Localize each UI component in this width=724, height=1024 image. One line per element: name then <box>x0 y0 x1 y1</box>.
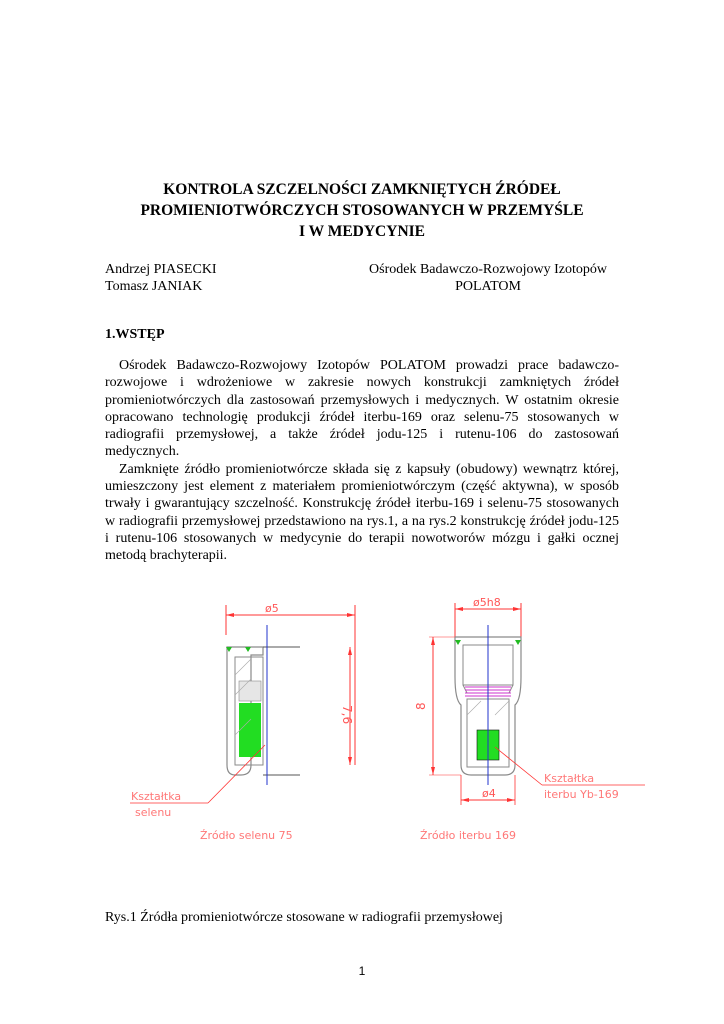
callout-label: Kształtka <box>544 772 595 785</box>
selenium-source-drawing <box>130 602 355 842</box>
paragraph: Ośrodek Badawczo-Rozwojowy Izotopów POLATOM prowadzi prace badawczo-rozwojowe i wdrożeniowe w zakresie nowych konstrukcji zamkniętych źródeł promieniotwórczych dla zastosowań przemysłowych i medycznych. W ostatnim okresie opracowano technologię produkcji źródeł iterbu-169 oraz selenu-75 stosowanych w radiografii przemysłowej, a także źródeł jodu-125 i rutenu-106 do zastosowań medycznych. <box>105 358 619 460</box>
author-affiliation: POLATOM <box>455 279 521 294</box>
dimension-label: 8 <box>414 702 428 710</box>
figure-caption: Rys.1 Źródła promieniotwórcze stosowane w radiografii przemysłowej <box>105 910 503 925</box>
author-row <box>105 261 625 278</box>
author-name: Andrzej PIASECKI <box>105 262 217 277</box>
callout-label: iterbu Yb-169 <box>544 788 619 801</box>
dimension-label: ø5 <box>265 602 279 615</box>
callout-label: selenu <box>135 806 172 819</box>
title-line-2: PROMIENIOTWÓRCZYCH STOSOWANYCH W PRZEMYŚLE <box>140 202 584 219</box>
title-line-1: KONTROLA SZCZELNOŚCI ZAMKNIĘTYCH ŹRÓDEŁ <box>163 181 561 198</box>
dimension-label: ø4 <box>482 787 496 800</box>
technical-drawing <box>95 585 675 850</box>
title-line-3: I W MEDYCYNIE <box>298 223 426 240</box>
drawing-label: Źródło iterbu 169 <box>420 829 516 842</box>
dimension-label: 7,6 <box>340 705 354 725</box>
drawing-label: Źródło selenu 75 <box>200 829 293 842</box>
author-affiliation: Ośrodek Badawczo-Rozwojowy Izotopów <box>369 262 607 277</box>
ytterbium-source-drawing <box>414 596 645 842</box>
section-heading: 1.WSTĘP <box>105 327 165 342</box>
paragraph: Zamknięte źródło promieniotwórcze składa się z kapsuły (obudowy) wewnątrz której, umieszczony jest element z materiałem promieniotwórczym (część aktywna), w sposób trwały i gwarantujący szczelność. Konstrukcję źródeł iterbu-169 i selenu-75 stosowanych w radiografii przemysłowej przedstawiono na rys.1, a na rys.2 konstrukcję źródeł jodu-125 i rutenu-106 stosowanych w medycynie do terapii nowotworów mózgu i gałki ocznej metodą brachyterapii. <box>105 461 619 564</box>
paper-title <box>0 179 724 242</box>
callout-label: Kształtka <box>131 790 182 803</box>
author-name: Tomasz JANIAK <box>105 279 203 294</box>
body-text <box>105 357 619 565</box>
author-row <box>105 278 625 295</box>
page-number: 1 <box>358 964 366 978</box>
dimension-label: ø5h8 <box>473 596 501 609</box>
authors-block <box>105 261 625 295</box>
